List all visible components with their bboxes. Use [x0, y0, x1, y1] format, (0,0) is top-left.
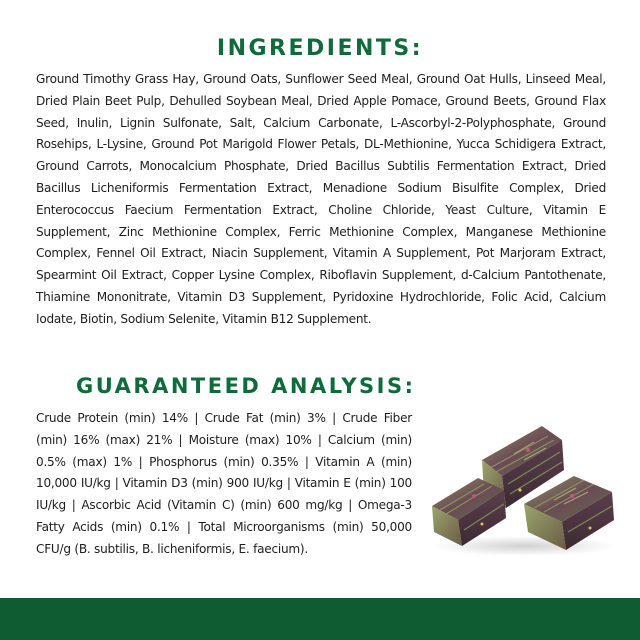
left-treat-stick: [432, 478, 506, 546]
hay-treat-product-image: [424, 420, 620, 558]
footer-bar: [0, 598, 640, 640]
guaranteed-analysis-text: Crude Protein (min) 14% | Crude Fat (min) 3% | Crude Fiber (min) 16% (max) 21% | Moisture (max) 10% | Calcium (min) 0.5% (max) 1% | Phosphorus (min) 0.35% | Vitamin A (min) 10,000 IU/kg | Vitamin D3 (min) 900 IU/kg | Vitamin E (min) 100 IU/kg | Ascorbic Acid (Vitamin C) (min) 600 mg/kg | Omega-3 Fatty Acids (min) 0.1% | Total Microorganisms (min) 50,000 CFU/g (B. subtilis, B. licheniformis, E. faecium).: [36, 411, 412, 556]
guaranteed-analysis-heading: GUARANTEED ANALYSIS:: [76, 374, 416, 398]
ingredients-list: Ground Timothy Grass Hay, Ground Oats, Sunflower Seed Meal, Ground Oat Hulls, Linseed Meal, Dried Plain Beet Pulp, Dehulled Soybean Meal, Dried Apple Pomace, Ground Beets, Ground Flax Seed, Inulin, Lignin Sulfonate, Salt, Calcium Carbonate, L-Ascorbyl-2-Polyphosphate, Ground Rosehips, L-Lysine, Ground Pot Marigold Flower Petals, DL-Methionine, Yucca Schidigera Extract, Ground Carrots, Monocalcium Phosphate, Dried Bacillus Subtilis Fermentation Extract, Dried Bacillus Licheniformis Fermentation Extract, Menadione Sodium Bisulfite Complex, Dried Enterococcus Faecium Fermentation Extract, Choline Chloride, Yeast Culture, Vitamin E Supplement, Zinc Methionine Complex, Ferric Methionine Complex, Manganese Methionine Complex, Fennel Oil Extract, Niacin Supplement, Vitamin A Supplement, Pot Marjoram Extract, Spearmint Oil Extract, Copper Lysine Complex, Riboflavin Supplement, d-Calcium Pantothenate, Thiamine Mononitrate, Vitamin D3 Supplement, Pyridoxine Hydrochloride, Folic Acid, Calcium Iodate, Biotin, Sodium Selenite, Vitamin B12 Supplement.: [36, 72, 606, 326]
ingredients-heading: INGREDIENTS:: [216, 36, 424, 61]
